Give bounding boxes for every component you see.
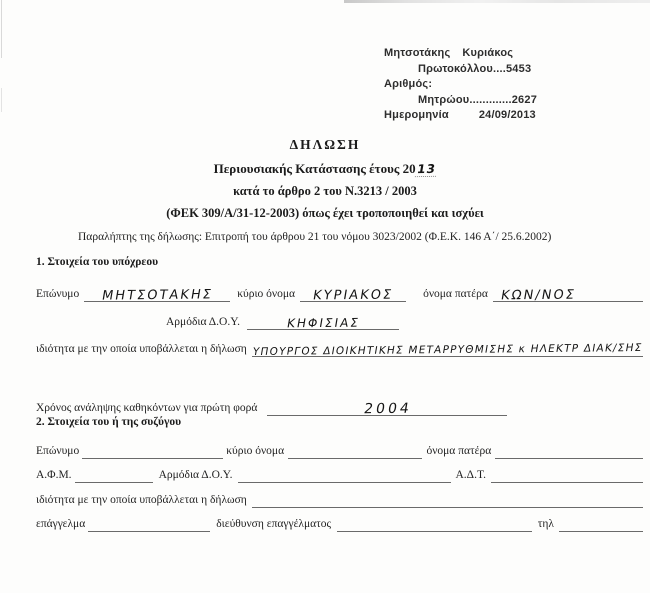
section1-heading: 1. Στοιχεία του υπόχρεου	[36, 256, 159, 268]
doy-handwritten: ΚΗΦΙΣΙΑΣ	[285, 315, 361, 331]
afm-label: Α.Φ.Μ.	[36, 469, 72, 481]
work-address-label: διεύθυνση επαγγέλματος	[216, 518, 332, 530]
firstname-label: κύριο όνομα	[237, 288, 296, 300]
law-reference: κατά το άρθρο 2 του Ν.3213 / 2003	[233, 184, 417, 198]
spouse-capacity-label: ιδιότητα με την οποία υποβάλλεται η δήλωση	[36, 494, 247, 506]
doy-field	[247, 309, 399, 330]
declarant-doy-row	[36, 310, 643, 330]
registry-number: Μητρώου.............2627	[418, 93, 538, 106]
first-term-label: Χρόνος ανάληψης καθηκόντων για πρώτη φορά	[36, 402, 258, 414]
spouse-father-label: όνομα πατέρα	[426, 445, 492, 457]
recipient-line: Παραλήπτης της δήλωσης: Επιτροπή του άρθρου 21 του νόμου 3023/2002 (Φ.Ε.Κ. 146 Α΄/ 25.6.2002)	[78, 231, 552, 243]
doy-label: Αρμόδια Δ.Ο.Υ.	[166, 316, 240, 328]
stamp-surname: Μητσοτάκης	[384, 47, 451, 59]
phone-field	[559, 511, 643, 532]
profession-label: επάγγελμα	[36, 518, 86, 530]
spouse-firstname-field	[288, 437, 422, 459]
first-term-handwritten: 2004	[362, 400, 413, 418]
stamp-block	[384, 46, 537, 124]
section2-heading: 2. Στοιχεία του ή της συζύγου	[36, 416, 182, 428]
adt-field	[491, 462, 643, 483]
capacity-field	[252, 336, 643, 357]
surname-field	[84, 279, 230, 302]
spouse-name-row	[36, 438, 643, 459]
capacity-handwritten: ΥΠΟΥΡΓΟΣ ΔΙΟΙΚΗΤΙΚΗΣ ΜΕΤΑΡΡΥΘΜΙΣΗΣ κ ΗΛΕΚΤΡ ΔΙΑΚ/ΣΗΣ	[251, 341, 644, 359]
stamp-name-row	[384, 46, 537, 62]
scan-artifact-left-edge-2	[1, 88, 2, 112]
scan-artifact-top-streak	[344, 0, 650, 3]
spouse-tax-row	[36, 463, 643, 483]
surname-handwritten: ΜΗΤΣΟΤΑΚΗΣ	[100, 287, 214, 304]
date-row	[384, 108, 537, 124]
first-term-row	[36, 393, 643, 416]
number-label: Αριθμός:	[384, 78, 433, 90]
adt-label: Α.Δ.Τ.	[455, 469, 486, 481]
afm-field	[75, 462, 153, 483]
father-name-handwritten: ΚΩΝ/ΝΟΣ	[499, 287, 577, 304]
first-term-field	[267, 392, 507, 416]
firstname-field	[300, 279, 406, 302]
profession-field	[88, 511, 210, 532]
declarant-capacity-row	[36, 337, 643, 357]
capacity-label: ιδιότητα με την οποία υποβάλλεται η δήλωση	[36, 343, 247, 355]
date-label: Ημερομηνία	[384, 109, 449, 121]
spouse-capacity-row	[36, 488, 643, 508]
spouse-capacity-field	[252, 487, 643, 508]
declaration-year-handwritten: 13	[415, 161, 437, 177]
phone-label: τηλ	[537, 518, 554, 530]
declaration-year-prefix: Περιουσιακής Κατάστασης έτους 20	[213, 161, 416, 176]
spouse-firstname-label: κύριο όνομα	[226, 445, 285, 457]
spouse-surname-field	[82, 437, 223, 459]
father-name-label: όνομα πατέρα	[423, 288, 488, 300]
work-address-field	[337, 511, 532, 532]
declaration-year-line	[0, 161, 650, 177]
date-value: 24/09/2013	[478, 109, 536, 121]
spouse-profession-row	[36, 512, 643, 532]
fek-reference: (ΦΕΚ 309/Α/31-12-2003) όπως έχει τροποποιηθεί και ισχύει	[166, 206, 484, 220]
stamp-firstname: Κυριάκος	[462, 47, 514, 59]
firstname-handwritten: ΚΥΡΙΑΚΟΣ	[311, 287, 395, 304]
father-name-field	[493, 279, 643, 302]
spouse-doy-field	[238, 462, 451, 483]
section-spouse	[36, 416, 643, 532]
spouse-surname-label: Επώνυμο	[36, 445, 80, 457]
surname-label: Επώνυμο	[36, 288, 80, 300]
spouse-doy-label: Αρμόδια Δ.Ο.Υ.	[158, 469, 233, 481]
protocol-number: Πρωτοκόλλου....5453	[418, 62, 532, 75]
scan-artifact-left-edge	[1, 0, 2, 58]
declarant-name-row	[36, 280, 643, 302]
form-title-block	[0, 137, 650, 221]
form-title: ΔΗΛΩΣΗ	[289, 137, 361, 152]
spouse-father-field	[495, 437, 643, 459]
section-declarant	[36, 256, 643, 416]
